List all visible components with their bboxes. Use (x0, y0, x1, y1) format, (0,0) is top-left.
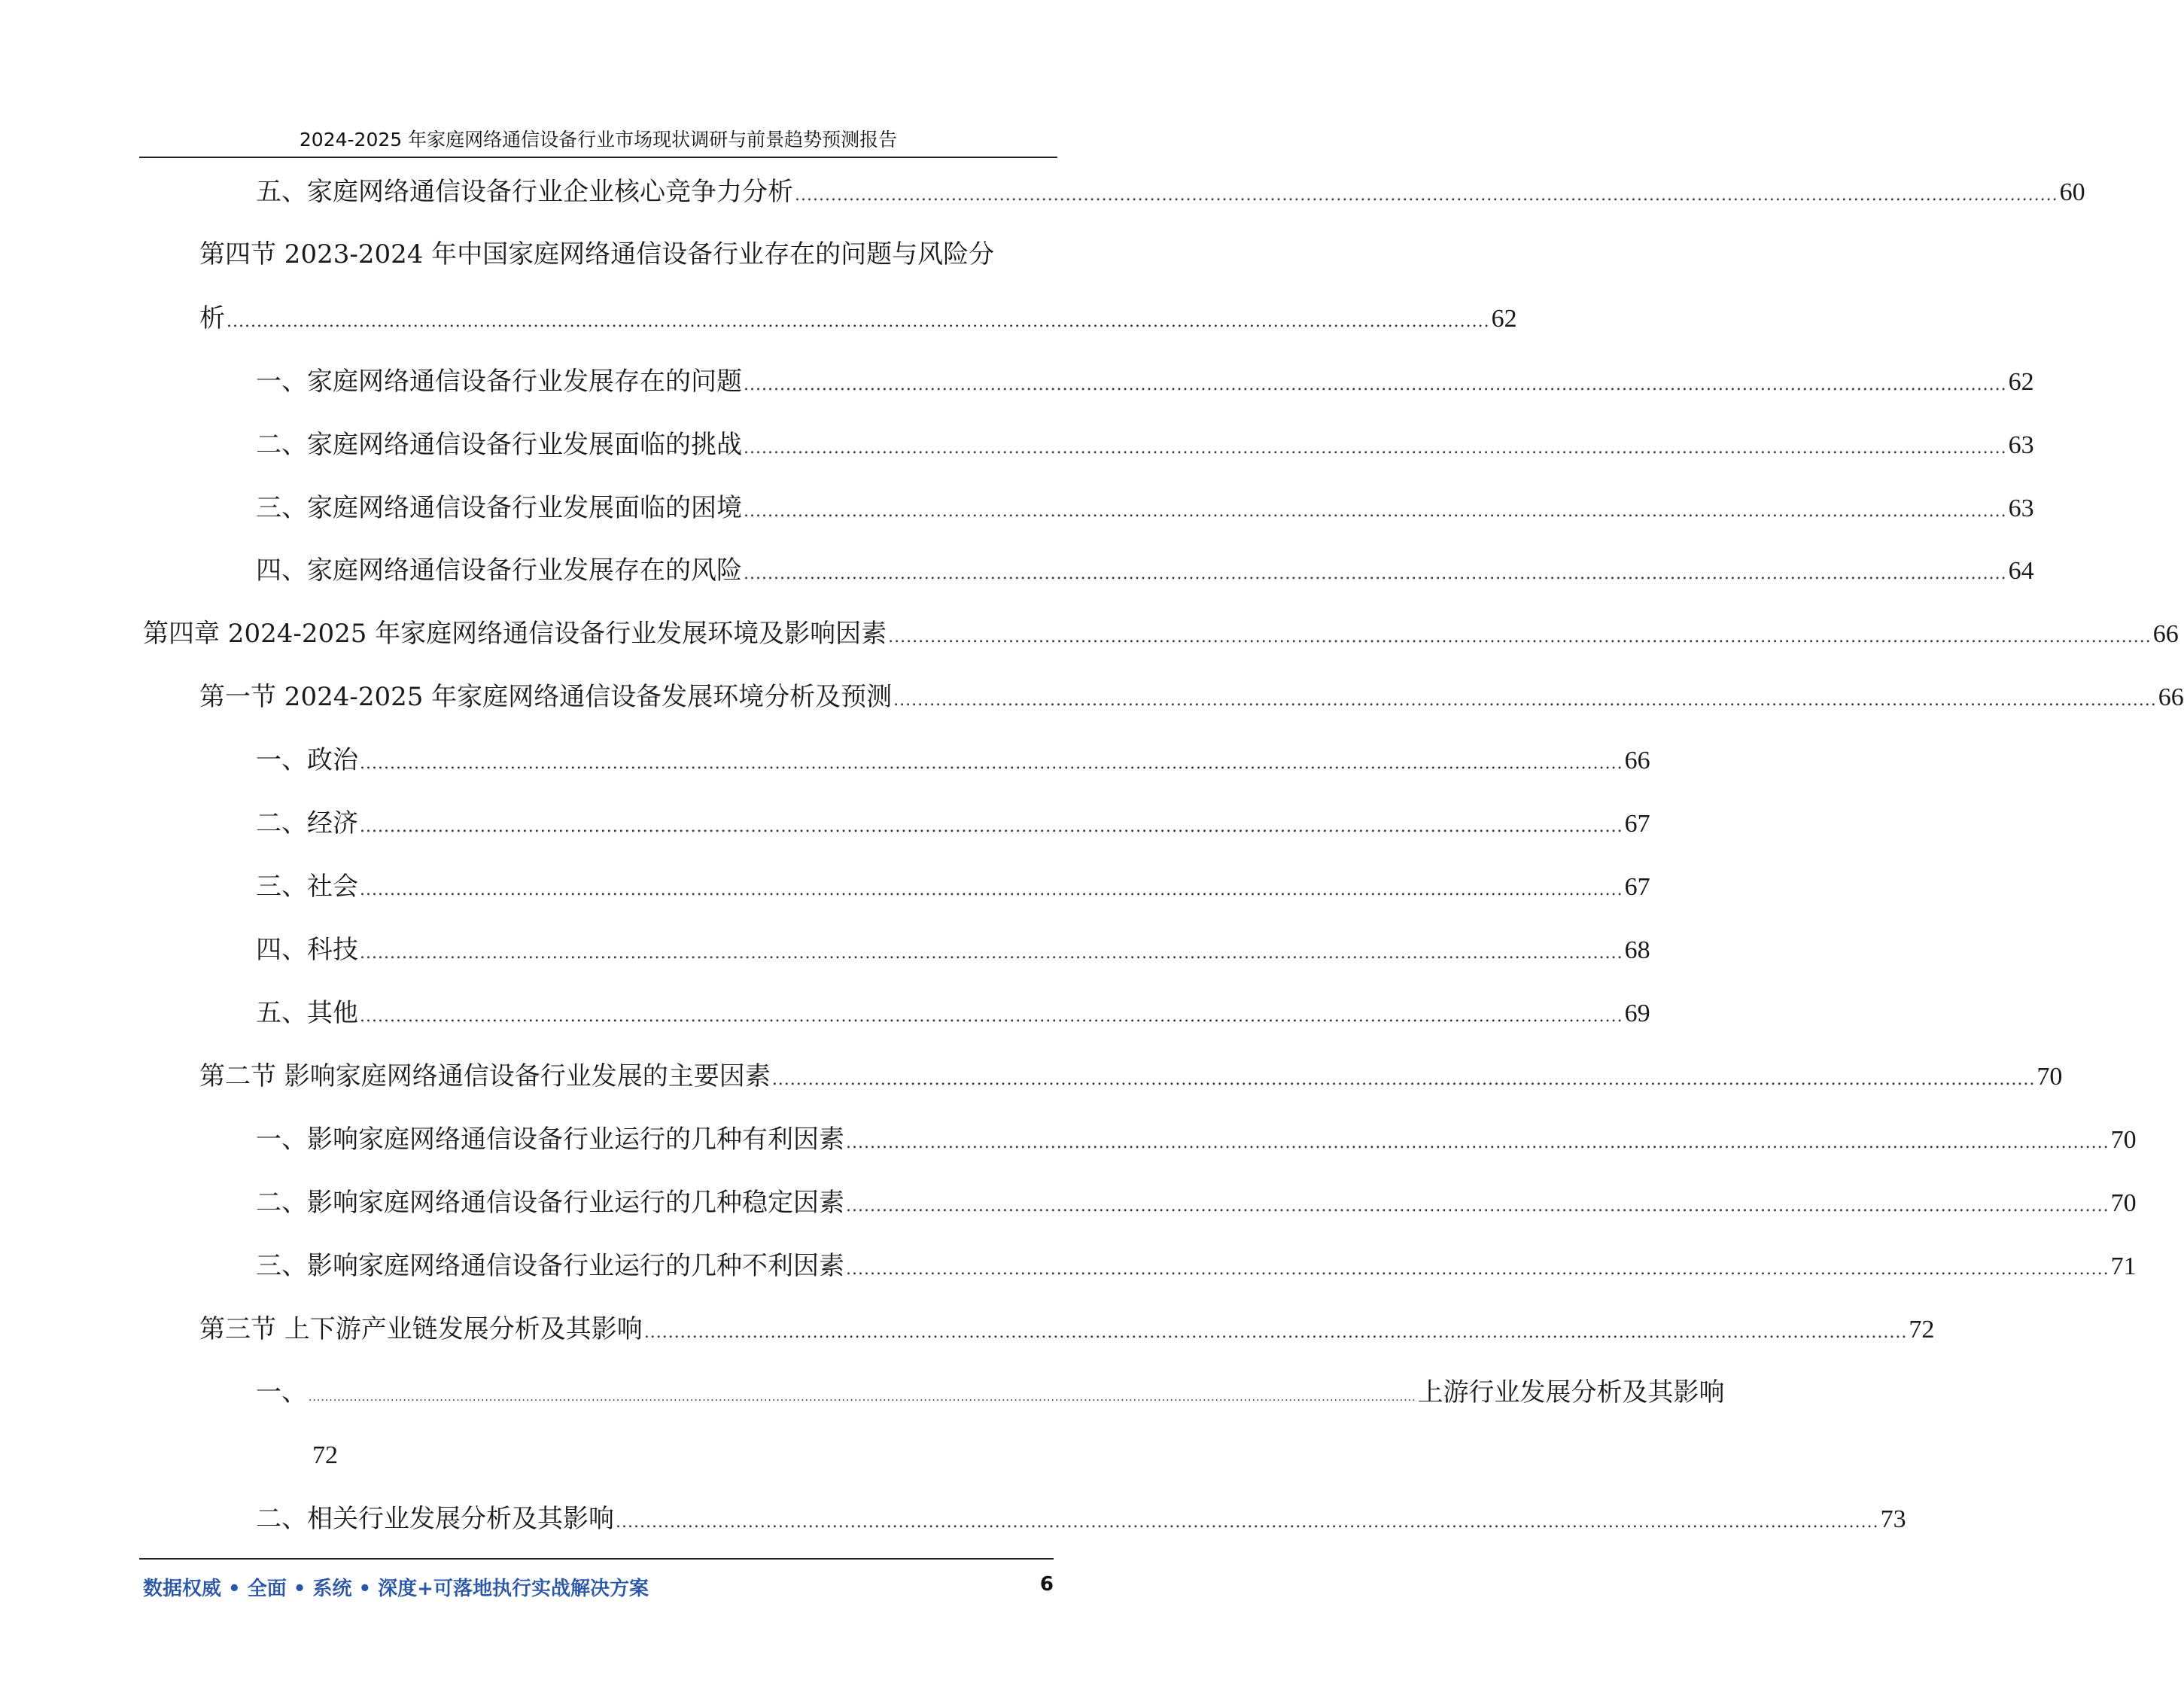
toc-entry-page: 70 (2110, 1126, 2137, 1154)
toc-entry-title: 一、 (256, 1377, 307, 1408)
footer-divider (139, 1558, 1054, 1560)
toc-entry-title: 二、经济 (256, 808, 358, 838)
toc-entry-page: 72 (1909, 1316, 1935, 1344)
toc-entry-page: 70 (2036, 1063, 2063, 1091)
toc-entry-title: 五、其他 (256, 998, 358, 1028)
toc-entry-page: 70 (2110, 1189, 2137, 1217)
toc-leader-dots: .................................................................................................................................................................................................................. (744, 502, 2007, 521)
toc-entry-page: 69 (1624, 1000, 1650, 1027)
toc-entry[interactable] (199, 1314, 1935, 1348)
toc-leader-dots: .............................................................................................................................................................................................................................................................................. (309, 1392, 1416, 1404)
toc-entry[interactable] (256, 1377, 1725, 1413)
toc-entry-title: 第三节 上下游产业链发展分析及其影响 (199, 1314, 643, 1344)
toc-entry-title: 第四章 2024-2025 年家庭网络通信设备行业发展环境及影响因素 (143, 619, 887, 649)
toc-leader-dots: .................................................................................................................................................................................................................. (744, 376, 2007, 394)
toc-entry[interactable] (256, 430, 2034, 464)
toc-leader-dots: .................................................................................................................................................................................................................. (744, 439, 2007, 458)
toc-entry-page: 66 (2152, 620, 2179, 648)
toc-entry[interactable] (256, 493, 2034, 527)
toc-entry-page: 62 (2008, 368, 2034, 396)
toc-entry-page: 66 (2158, 683, 2184, 711)
toc-entry-title: 72 (312, 1441, 338, 1469)
toc-entry-page: 62 (1491, 305, 1517, 333)
toc-entry[interactable] (256, 872, 1650, 905)
header-divider (139, 157, 1057, 158)
toc-entry[interactable] (199, 239, 1057, 269)
toc-entry[interactable] (256, 177, 2085, 211)
footer-slogan: 数据权威 • 全面 • 系统 • 深度+可落地执行实战解决方案 (143, 1578, 649, 1600)
toc-entry-title: 四、科技 (256, 935, 358, 965)
toc-entry[interactable] (143, 619, 2179, 653)
toc-entry-page: 71 (2110, 1252, 2137, 1280)
toc-entry-page: 66 (1624, 747, 1650, 775)
page-header-title: 2024-2025 年家庭网络通信设备行业市场现状调研与前景趋势预测报告 (299, 129, 898, 151)
toc-entry-title: 四、家庭网络通信设备行业发展存在的风险 (256, 555, 742, 586)
toc-leader-dots: .................................................................................................................................................................................................................. (360, 944, 1623, 963)
toc-entry[interactable] (256, 998, 1650, 1032)
toc-leader-dots: .................................................................................................................................................................................................................. (846, 1197, 2109, 1216)
toc-leader-dots: .................................................................................................................................................................................................................. (846, 1260, 2109, 1279)
toc-leader-dots: .................................................................................................................................................................................................................. (360, 881, 1623, 899)
page-number: 6 (1039, 1573, 1054, 1596)
toc-entry-title: 三、影响家庭网络通信设备行业运行的几种不利因素 (256, 1251, 844, 1281)
toc-entry[interactable] (256, 1124, 2137, 1158)
toc-entry-page: 60 (2059, 178, 2085, 206)
toc-entry-page: 67 (1624, 810, 1650, 838)
toc-entry-page: 67 (1624, 873, 1650, 901)
toc-entry[interactable] (199, 1061, 2063, 1095)
toc-entry-page: 上游行业发展分析及其影响 (1417, 1377, 1725, 1408)
toc-entry[interactable] (256, 555, 2034, 589)
toc-entry-title: 二、相关行业发展分析及其影响 (256, 1504, 614, 1534)
toc-entry[interactable] (256, 1188, 2137, 1222)
toc-entry-title: 二、影响家庭网络通信设备行业运行的几种稳定因素 (256, 1188, 844, 1218)
toc-leader-dots: .................................................................................................................................................................................................................. (616, 1513, 1879, 1532)
toc-entry-title: 五、家庭网络通信设备行业企业核心竞争力分析 (256, 177, 793, 207)
toc-leader-dots: .................................................................................................................................................................................................................. (360, 817, 1623, 836)
toc-entry-title: 一、家庭网络通信设备行业发展存在的问题 (256, 367, 742, 397)
toc-entry-page: 63 (2008, 495, 2034, 522)
toc-leader-dots: .................................................................................................................................................................................................................. (888, 628, 2152, 647)
toc-entry-page: 68 (1624, 936, 1650, 964)
toc-leader-dots: .................................................................................................................................................................................................................. (360, 1007, 1623, 1026)
toc-leader-dots: .................................................................................................................................................................................................................. (643, 1323, 1908, 1342)
toc-entry-page: 73 (1880, 1505, 1906, 1533)
toc-entry-title: 一、政治 (256, 745, 358, 775)
toc-entry[interactable] (256, 745, 1650, 779)
toc-entry-title: 二、家庭网络通信设备行业发展面临的挑战 (256, 430, 742, 460)
toc-entry[interactable] (256, 935, 1650, 969)
toc-leader-dots: .................................................................................................................................................................................................................. (227, 312, 1490, 331)
toc-entry-page: 64 (2008, 557, 2034, 585)
toc-entry[interactable] (256, 367, 2034, 400)
toc-entry-title: 一、影响家庭网络通信设备行业运行的几种有利因素 (256, 1124, 844, 1155)
toc-entry-page: 63 (2008, 431, 2034, 459)
toc-entry[interactable] (256, 1504, 1906, 1538)
toc-leader-dots: .................................................................................................................................................................................................................. (744, 565, 2007, 583)
toc-leader-dots: .................................................................................................................................................................................................................. (893, 691, 2157, 710)
toc-entry-title: 三、家庭网络通信设备行业发展面临的困境 (256, 493, 742, 523)
toc-entry-title: 析 (199, 303, 225, 333)
toc-leader-dots: .................................................................................................................................................................................................................. (360, 754, 1623, 773)
toc-entry[interactable] (199, 303, 1517, 337)
toc-entry[interactable] (312, 1441, 1057, 1471)
toc-leader-dots: .................................................................................................................................................................................................................. (771, 1070, 2036, 1089)
toc-entry-title: 第四节 2023-2024 年中国家庭网络通信设备行业存在的问题与风险分 (199, 239, 995, 269)
toc-entry-title: 第二节 影响家庭网络通信设备行业发展的主要因素 (199, 1061, 771, 1091)
toc-entry[interactable] (256, 808, 1650, 842)
toc-entry-title: 三、社会 (256, 872, 358, 902)
toc-leader-dots: .................................................................................................................................................................................................................. (795, 186, 2058, 205)
toc-entry[interactable] (199, 682, 2184, 716)
toc-leader-dots: .................................................................................................................................................................................................................. (846, 1134, 2109, 1152)
toc-entry-title: 第一节 2024-2025 年家庭网络通信设备发展环境分析及预测 (199, 682, 893, 712)
toc-entry[interactable] (256, 1251, 2137, 1285)
